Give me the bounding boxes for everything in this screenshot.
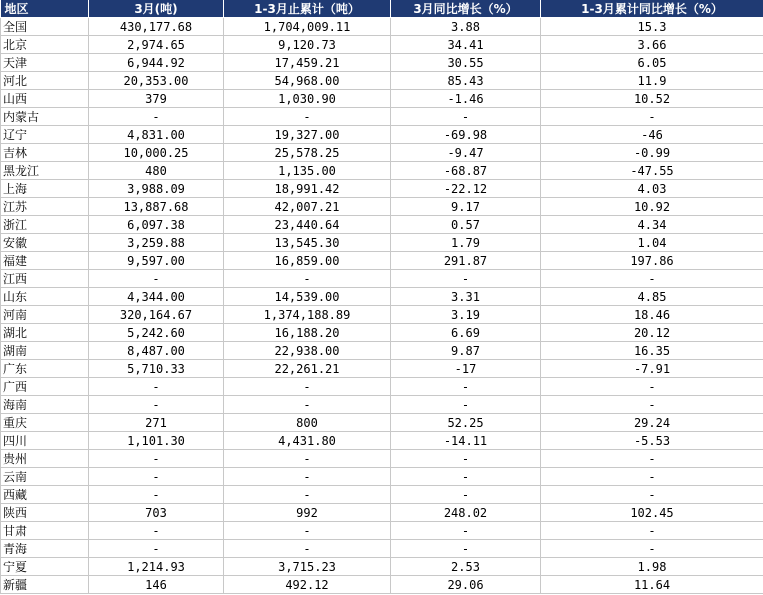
cell-ytd: - [224, 270, 391, 288]
table-row [1, 558, 763, 576]
cell-ytd-yoy: - [541, 270, 763, 288]
cell-region: 湖北 [1, 324, 89, 342]
cell-march-yoy: 85.43 [391, 72, 541, 90]
cell-march: - [89, 396, 224, 414]
cell-march-yoy: 2.53 [391, 558, 541, 576]
cell-ytd: 14,539.00 [224, 288, 391, 306]
cell-region: 黑龙江 [1, 162, 89, 180]
cell-ytd: 13,545.30 [224, 234, 391, 252]
cell-ytd: - [224, 450, 391, 468]
cell-ytd: 18,991.42 [224, 180, 391, 198]
cell-region: 吉林 [1, 144, 89, 162]
cell-ytd-yoy: -5.53 [541, 432, 763, 450]
cell-march-yoy: - [391, 108, 541, 126]
table-row [1, 450, 763, 468]
cell-region: 江苏 [1, 198, 89, 216]
cell-ytd-yoy: - [541, 396, 763, 414]
table-row [1, 522, 763, 540]
cell-ytd: 42,007.21 [224, 198, 391, 216]
cell-ytd: 3,715.23 [224, 558, 391, 576]
cell-march-yoy: - [391, 486, 541, 504]
cell-march: 271 [89, 414, 224, 432]
cell-march: - [89, 450, 224, 468]
cell-march-yoy: - [391, 540, 541, 558]
table-row [1, 234, 763, 252]
cell-ytd: 54,968.00 [224, 72, 391, 90]
cell-ytd: - [224, 396, 391, 414]
table-row [1, 126, 763, 144]
table-row [1, 432, 763, 450]
header-ytd-yoy: 1-3月累计同比增长（%） [541, 0, 763, 18]
cell-ytd: - [224, 378, 391, 396]
cell-ytd-yoy: - [541, 108, 763, 126]
cell-region: 广东 [1, 360, 89, 378]
table-row [1, 36, 763, 54]
table-row [1, 396, 763, 414]
cell-ytd-yoy: - [541, 450, 763, 468]
table-row [1, 144, 763, 162]
cell-ytd: - [224, 108, 391, 126]
cell-ytd-yoy: 4.34 [541, 216, 763, 234]
cell-ytd: - [224, 468, 391, 486]
cell-march-yoy: 52.25 [391, 414, 541, 432]
cell-march: 703 [89, 504, 224, 522]
cell-region: 江西 [1, 270, 89, 288]
table-row [1, 90, 763, 108]
cell-ytd-yoy: 10.92 [541, 198, 763, 216]
cell-march: 8,487.00 [89, 342, 224, 360]
cell-ytd: - [224, 540, 391, 558]
cell-ytd-yoy: 20.12 [541, 324, 763, 342]
cell-march: 5,710.33 [89, 360, 224, 378]
cell-march-yoy: 34.41 [391, 36, 541, 54]
cell-march: 5,242.60 [89, 324, 224, 342]
cell-march: 6,944.92 [89, 54, 224, 72]
table-row [1, 576, 763, 594]
cell-region: 甘肃 [1, 522, 89, 540]
table-row [1, 72, 763, 90]
cell-march: 2,974.65 [89, 36, 224, 54]
cell-march: 10,000.25 [89, 144, 224, 162]
cell-ytd-yoy: - [541, 378, 763, 396]
cell-march: 430,177.68 [89, 18, 224, 36]
cell-region: 广西 [1, 378, 89, 396]
cell-region: 湖南 [1, 342, 89, 360]
cell-ytd: 25,578.25 [224, 144, 391, 162]
cell-region: 全国 [1, 18, 89, 36]
table-row [1, 216, 763, 234]
cell-region: 福建 [1, 252, 89, 270]
cell-march-yoy: - [391, 450, 541, 468]
cell-march: - [89, 270, 224, 288]
cell-region: 山东 [1, 288, 89, 306]
cell-ytd-yoy: 11.9 [541, 72, 763, 90]
cell-march-yoy: 0.57 [391, 216, 541, 234]
cell-march: 4,831.00 [89, 126, 224, 144]
cell-march-yoy: -9.47 [391, 144, 541, 162]
cell-ytd: 492.12 [224, 576, 391, 594]
cell-march-yoy: 9.17 [391, 198, 541, 216]
cell-ytd-yoy: 4.85 [541, 288, 763, 306]
cell-ytd: 992 [224, 504, 391, 522]
cell-region: 内蒙古 [1, 108, 89, 126]
table-row [1, 18, 763, 36]
cell-region: 天津 [1, 54, 89, 72]
header-row [1, 0, 763, 18]
table-body [1, 18, 763, 594]
cell-region: 海南 [1, 396, 89, 414]
table-row [1, 162, 763, 180]
cell-ytd-yoy: -7.91 [541, 360, 763, 378]
cell-march-yoy: -22.12 [391, 180, 541, 198]
cell-region: 四川 [1, 432, 89, 450]
cell-march: - [89, 378, 224, 396]
cell-ytd: - [224, 486, 391, 504]
cell-march-yoy: 291.87 [391, 252, 541, 270]
cell-march: - [89, 486, 224, 504]
header-march-yoy: 3月同比增长（%） [391, 0, 541, 18]
cell-march-yoy: -1.46 [391, 90, 541, 108]
cell-march-yoy: -17 [391, 360, 541, 378]
cell-ytd-yoy: 29.24 [541, 414, 763, 432]
cell-region: 新疆 [1, 576, 89, 594]
cell-march-yoy: 30.55 [391, 54, 541, 72]
table-row [1, 504, 763, 522]
cell-march: - [89, 540, 224, 558]
cell-ytd-yoy: 6.05 [541, 54, 763, 72]
cell-ytd: 800 [224, 414, 391, 432]
cell-march: 6,097.38 [89, 216, 224, 234]
cell-ytd: 1,030.90 [224, 90, 391, 108]
cell-ytd: 1,374,188.89 [224, 306, 391, 324]
cell-march-yoy: 6.69 [391, 324, 541, 342]
cell-ytd: 22,938.00 [224, 342, 391, 360]
cell-ytd: 17,459.21 [224, 54, 391, 72]
cell-ytd-yoy: - [541, 486, 763, 504]
table-row [1, 414, 763, 432]
cell-march-yoy: 1.79 [391, 234, 541, 252]
cell-ytd-yoy: - [541, 468, 763, 486]
header-march: 3月(吨) [89, 0, 224, 18]
table-row [1, 540, 763, 558]
cell-march: 1,101.30 [89, 432, 224, 450]
cell-ytd-yoy: 11.64 [541, 576, 763, 594]
cell-ytd: 1,704,009.11 [224, 18, 391, 36]
cell-ytd: 23,440.64 [224, 216, 391, 234]
cell-march: - [89, 108, 224, 126]
cell-ytd-yoy: -0.99 [541, 144, 763, 162]
cell-march: 379 [89, 90, 224, 108]
table-row [1, 288, 763, 306]
cell-march: - [89, 468, 224, 486]
cell-ytd: - [224, 522, 391, 540]
cell-region: 上海 [1, 180, 89, 198]
table-row [1, 198, 763, 216]
cell-march: 4,344.00 [89, 288, 224, 306]
cell-ytd: 16,188.20 [224, 324, 391, 342]
cell-ytd-yoy: 1.98 [541, 558, 763, 576]
cell-region: 北京 [1, 36, 89, 54]
cell-march: 146 [89, 576, 224, 594]
cell-region: 西藏 [1, 486, 89, 504]
cell-ytd: 19,327.00 [224, 126, 391, 144]
cell-region: 辽宁 [1, 126, 89, 144]
cell-march: 13,887.68 [89, 198, 224, 216]
cell-region: 浙江 [1, 216, 89, 234]
cell-march: 1,214.93 [89, 558, 224, 576]
cell-march-yoy: - [391, 396, 541, 414]
table-row [1, 378, 763, 396]
cell-march-yoy: 248.02 [391, 504, 541, 522]
table-row [1, 486, 763, 504]
cell-ytd: 16,859.00 [224, 252, 391, 270]
table-row [1, 54, 763, 72]
cell-ytd: 9,120.73 [224, 36, 391, 54]
cell-ytd-yoy: -46 [541, 126, 763, 144]
header-ytd: 1-3月止累计（吨） [224, 0, 391, 18]
cell-march: 480 [89, 162, 224, 180]
cell-march: 20,353.00 [89, 72, 224, 90]
cell-march: 9,597.00 [89, 252, 224, 270]
table-row [1, 306, 763, 324]
header-region: 地区 [1, 0, 89, 18]
cell-march-yoy: -14.11 [391, 432, 541, 450]
cell-region: 安徽 [1, 234, 89, 252]
cell-ytd-yoy: 4.03 [541, 180, 763, 198]
cell-march-yoy: 9.87 [391, 342, 541, 360]
cell-ytd-yoy: 3.66 [541, 36, 763, 54]
cell-march: 3,988.09 [89, 180, 224, 198]
cell-ytd-yoy: 18.46 [541, 306, 763, 324]
cell-march-yoy: - [391, 378, 541, 396]
cell-march: 320,164.67 [89, 306, 224, 324]
cell-march-yoy: -68.87 [391, 162, 541, 180]
table-row [1, 270, 763, 288]
table-row [1, 360, 763, 378]
cell-march: - [89, 522, 224, 540]
cell-ytd-yoy: - [541, 540, 763, 558]
cell-march-yoy: 3.88 [391, 18, 541, 36]
cell-region: 山西 [1, 90, 89, 108]
table-row [1, 342, 763, 360]
cell-ytd-yoy: 10.52 [541, 90, 763, 108]
table-row [1, 180, 763, 198]
cell-region: 重庆 [1, 414, 89, 432]
cell-ytd: 22,261.21 [224, 360, 391, 378]
cell-march-yoy: -69.98 [391, 126, 541, 144]
cell-ytd-yoy: 197.86 [541, 252, 763, 270]
table-row [1, 108, 763, 126]
cell-ytd-yoy: 15.3 [541, 18, 763, 36]
cell-region: 河南 [1, 306, 89, 324]
cell-march-yoy: 3.31 [391, 288, 541, 306]
cell-region: 云南 [1, 468, 89, 486]
cell-ytd: 1,135.00 [224, 162, 391, 180]
cell-ytd-yoy: -47.55 [541, 162, 763, 180]
cell-march-yoy: 29.06 [391, 576, 541, 594]
cell-ytd: 4,431.80 [224, 432, 391, 450]
table-row [1, 468, 763, 486]
cell-ytd-yoy: 102.45 [541, 504, 763, 522]
table-row [1, 252, 763, 270]
cell-march: 3,259.88 [89, 234, 224, 252]
cell-march-yoy: 3.19 [391, 306, 541, 324]
cell-region: 宁夏 [1, 558, 89, 576]
cell-march-yoy: - [391, 270, 541, 288]
cell-region: 青海 [1, 540, 89, 558]
cell-ytd-yoy: - [541, 522, 763, 540]
cell-region: 河北 [1, 72, 89, 90]
cell-ytd-yoy: 1.04 [541, 234, 763, 252]
cell-ytd-yoy: 16.35 [541, 342, 763, 360]
cell-march-yoy: - [391, 468, 541, 486]
table-row [1, 324, 763, 342]
cell-region: 贵州 [1, 450, 89, 468]
cell-march-yoy: - [391, 522, 541, 540]
cell-region: 陕西 [1, 504, 89, 522]
